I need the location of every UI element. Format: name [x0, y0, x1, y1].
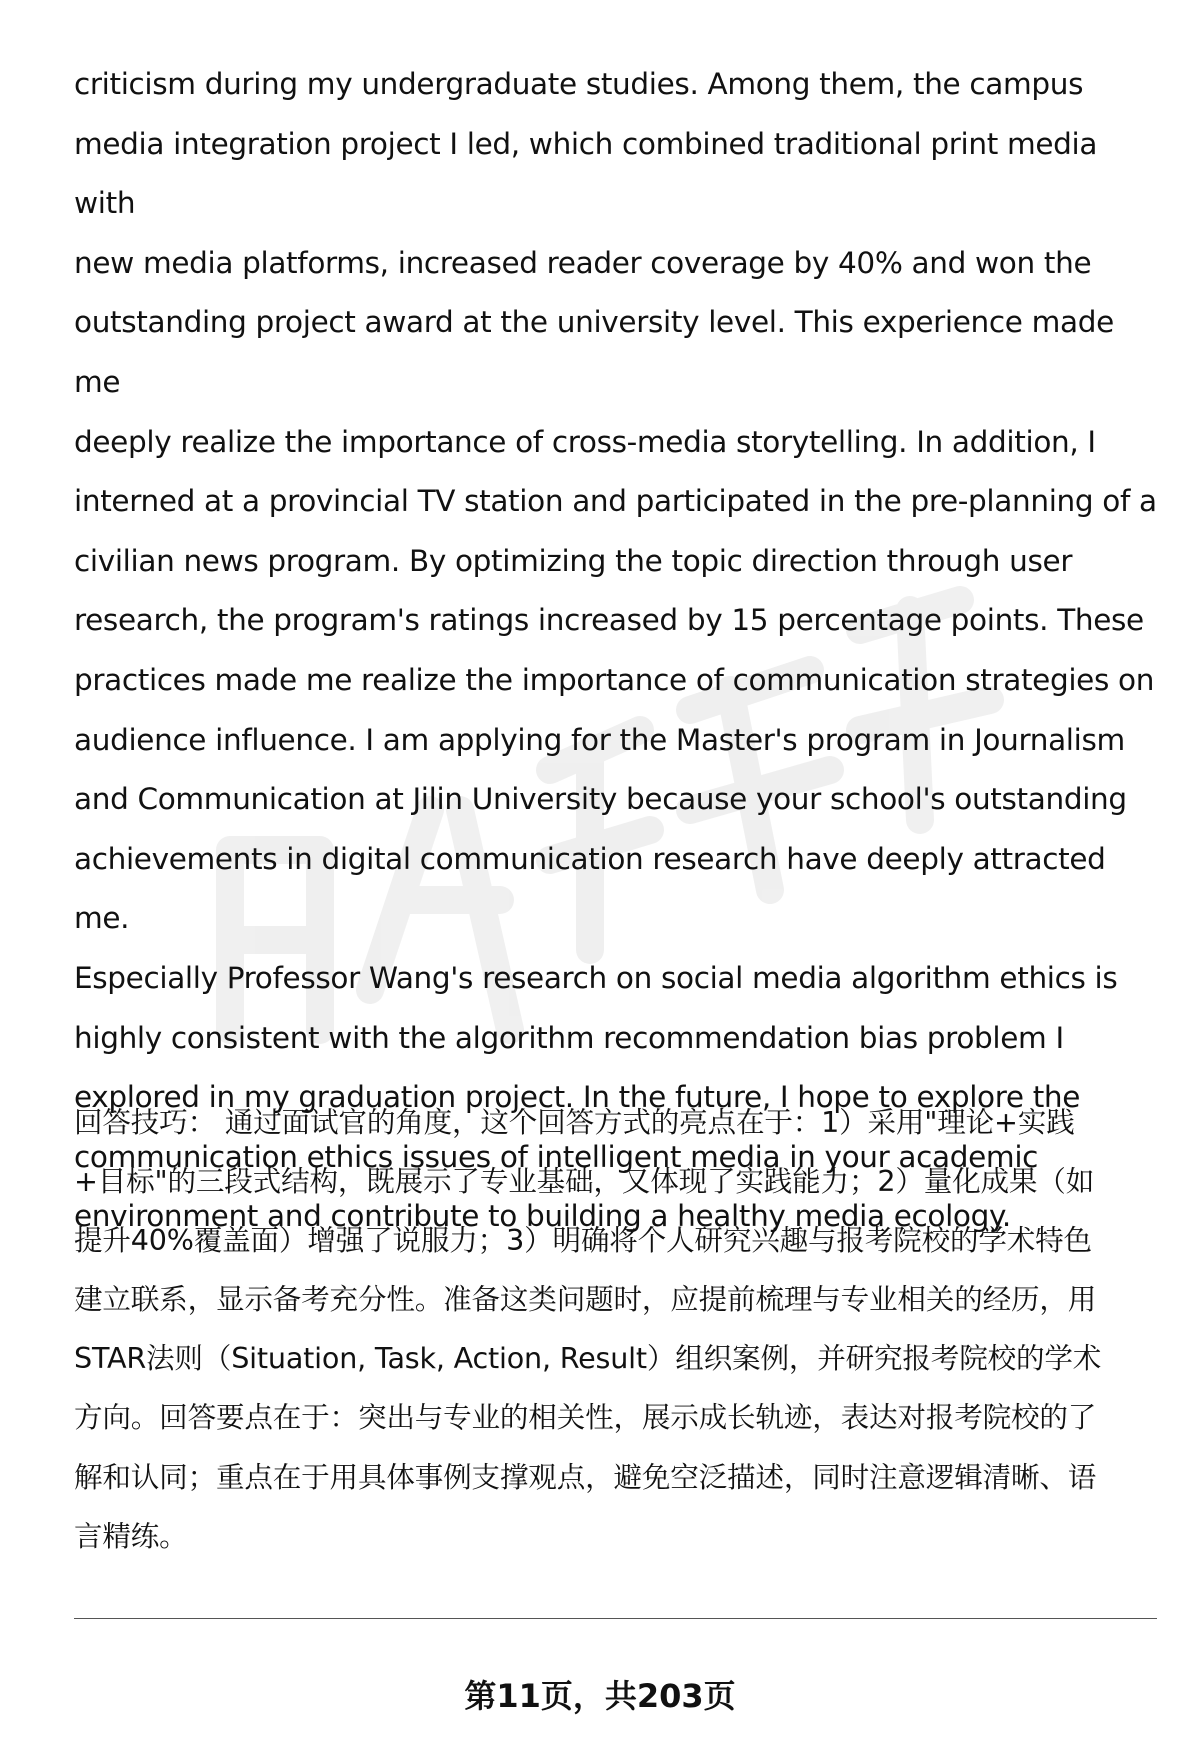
tips-line: 建立联系，显示备考充分性。准备这类问题时，应提前梳理与专业相关的经历，用: [74, 1282, 1097, 1317]
answer-paragraph: [74, 55, 1159, 1247]
tips-line: 提升40%覆盖面）增强了说服力；3）明确将个人研究兴趣与报考院校的学术特色: [74, 1223, 1092, 1258]
answer-line: highly consistent with the algorithm recommendation bias problem I: [74, 1020, 1064, 1055]
tips-line: 解和认同；重点在于用具体事例支撑观点，避免空泛描述，同时注意逻辑清晰、语: [74, 1459, 1097, 1494]
answer-line: communication ethics issues of intelligent media in your academic: [74, 1139, 1039, 1174]
answer-line: research, the program's ratings increased by 15 percentage points. These: [74, 603, 1144, 638]
tips-line: 言精练。: [74, 1518, 188, 1553]
footer-divider: [74, 1618, 1157, 1619]
answer-line: achievements in digital communication research have deeply attracted me.: [74, 841, 1106, 936]
answer-line: and Communication at Jilin University because your school's outstanding: [74, 782, 1127, 817]
tips-line: 回答技巧： 通过面试官的角度，这个回答方式的亮点在于：1）采用"理论+实践: [74, 1105, 1075, 1139]
answer-line: deeply realize the importance of cross-media storytelling. In addition, I: [74, 424, 1096, 459]
tips-line: +目标"的三段式结构，既展示了专业基础，又体现了实践能力；2）量化成果（如: [74, 1164, 1095, 1199]
answer-line: criticism during my undergraduate studies. Among them, the campus: [74, 67, 1084, 101]
tips-line: 方向。回答要点在于：突出与专业的相关性，展示成长轨迹，表达对报考院校的了: [74, 1400, 1097, 1435]
answer-line: outstanding project award at the university level. This experience made me: [74, 305, 1114, 399]
answer-line: environment and contribute to building a healthy media ecology.: [74, 1199, 1011, 1234]
page-number: 第11页，共203页: [464, 1677, 736, 1715]
answer-line: civilian news program. By optimizing the topic direction through user: [74, 543, 1073, 578]
answer-line: practices made me realize the importance of communication strategies on: [74, 662, 1155, 697]
answer-line: Especially Professor Wang's research on social media algorithm ethics is: [74, 960, 1118, 995]
answer-line: media integration project I led, which combined traditional print media with: [74, 126, 1098, 221]
tips-line: STAR法则（Situation, Task, Action, Result）组织案例，并研究报考院校的学术: [74, 1341, 1102, 1376]
answer-line: audience influence. I am applying for the Master's program in Journalism: [74, 722, 1125, 757]
answer-line: new media platforms, increased reader coverage by 40% and won the: [74, 245, 1092, 280]
answer-line: explored in my graduation project. In the future, I hope to explore the: [74, 1080, 1081, 1115]
answer-tips-paragraph: [74, 1093, 1159, 1566]
answer-line: interned at a provincial TV station and participated in the pre-planning of a: [74, 484, 1157, 519]
